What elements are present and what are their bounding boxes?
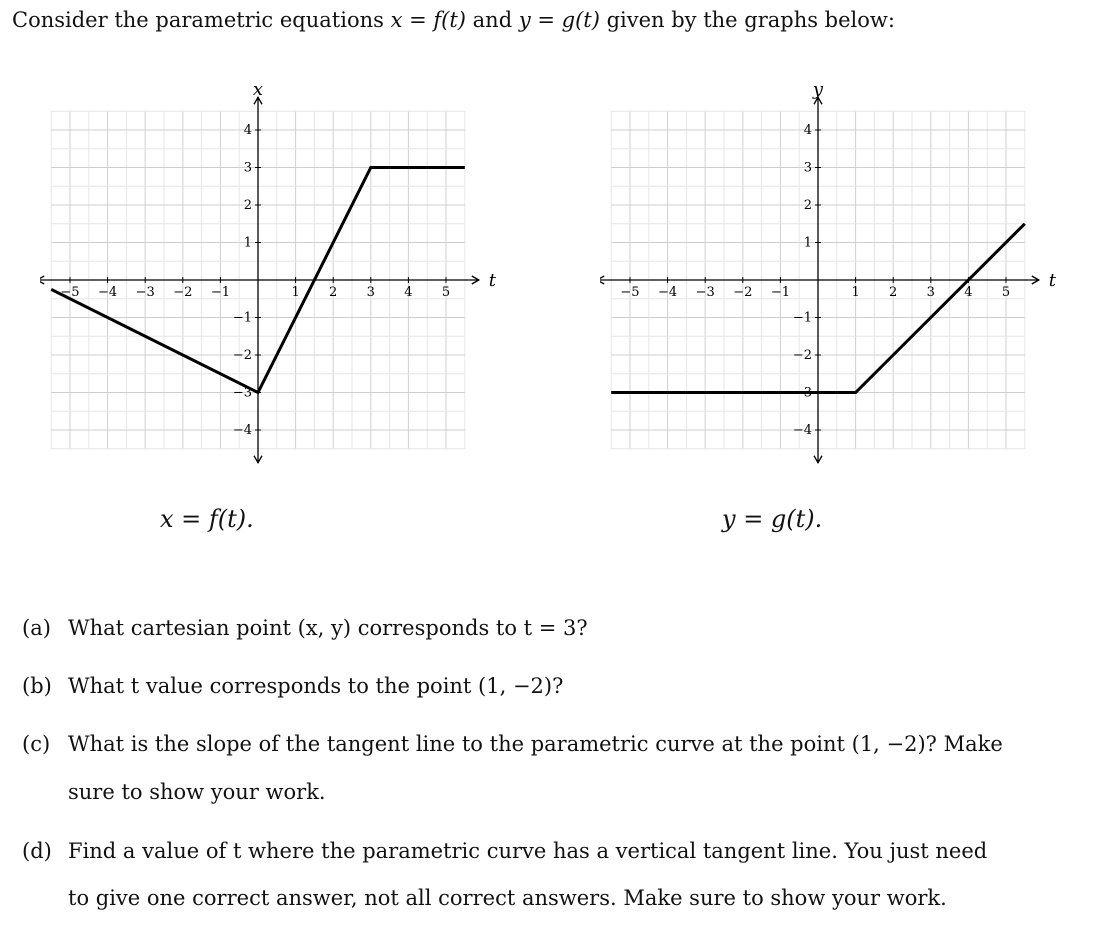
question-a-text: What cartesian point (x, y) corresponds to t = 3?	[68, 616, 588, 640]
graph-y-v-tick-label: −4	[792, 423, 812, 438]
graph-y-t-tick-label: −5	[620, 285, 640, 300]
question-d-continued: to give one correct answer, not all correct answers. Make sure to show your work.	[68, 886, 947, 910]
graph-y-t-tick-label: 2	[889, 285, 898, 300]
intro-text-part1: Consider the parametric equations	[12, 8, 391, 32]
graph-x-v-tick-label: −3	[232, 385, 252, 401]
caption-x-of-t: x = f(t).	[160, 505, 254, 533]
graph-x-t-tick-label: −5	[60, 285, 80, 300]
caption-y-of-t: y = g(t).	[722, 505, 823, 533]
question-c-label: (c)	[22, 732, 51, 756]
graph-y-t-tick-label: −3	[695, 285, 715, 300]
graph-y-v-tick-label: 2	[803, 198, 812, 213]
question-d-text: Find a value of t where the parametric curve has a vertical tangent line. You just need	[68, 839, 988, 863]
graph-x-v-tick-label: 3	[243, 160, 252, 176]
question-c-continued: sure to show your work.	[68, 780, 326, 804]
intro-text	[12, 8, 895, 32]
question-b-label: (b)	[22, 674, 52, 698]
graph-y-t-tick-label: 3	[926, 285, 935, 300]
graph-y-t-tick-label: −2	[733, 285, 753, 300]
intro-equation-x: x = f(t)	[390, 8, 466, 32]
graph-x-vertical-axis-name: x	[252, 79, 264, 100]
graph-x-of-t	[40, 75, 510, 465]
graph-x-t-tick-label: 5	[441, 285, 451, 300]
graph-x-t-tick-label: −1	[210, 285, 230, 300]
graph-x-v-tick-label: 2	[243, 198, 252, 213]
graph-x-t-axis-name: t	[488, 270, 497, 291]
graph-y-v-tick-label: −2	[792, 348, 812, 363]
graph-x-v-tick-label: 4	[243, 123, 252, 138]
graph-x-t-tick-label: 2	[329, 285, 338, 300]
graph-x-t-tick-label: 3	[366, 285, 375, 300]
question-a	[22, 616, 588, 640]
question-b	[22, 674, 563, 698]
graph-y-t-axis-name: t	[1048, 270, 1057, 291]
graph-y-v-tick-label: −1	[792, 310, 812, 326]
graph-x-v-tick-label: −4	[232, 423, 252, 438]
graph-y-v-tick-label: 1	[803, 235, 812, 251]
question-d-label: (d)	[22, 839, 52, 863]
graph-y-of-t	[600, 75, 1070, 465]
graph-x-t-tick-label: −4	[98, 285, 118, 300]
graph-x-t-tick-label: −3	[135, 285, 155, 300]
graph-y-v-tick-label: 3	[803, 160, 812, 176]
graph-x-t-tick-label: −2	[173, 285, 193, 300]
graph-y-t-tick-label: 4	[964, 285, 973, 300]
question-a-label: (a)	[22, 616, 51, 640]
graph-y-t-tick-label: −4	[658, 285, 678, 300]
graph-y-t-tick-label: −1	[770, 285, 790, 300]
graph-x-v-tick-label: −1	[232, 310, 252, 326]
question-c-text: What is the slope of the tangent line to the parametric curve at the point (1, −2)? Make	[68, 732, 1003, 756]
graph-y-t-tick-label: 5	[1001, 285, 1011, 300]
graph-x-v-tick-label: −2	[232, 348, 252, 363]
graph-x-t-tick-label: 4	[404, 285, 413, 300]
graph-y-vertical-axis-name: y	[812, 79, 824, 100]
graph-y-v-tick-label: −3	[792, 385, 812, 401]
graph-y-v-tick-label: 4	[803, 123, 812, 138]
question-b-text: What t value corresponds to the point (1, −2)?	[68, 674, 564, 698]
graph-y-t-tick-label: 1	[851, 285, 860, 300]
intro-text-part3: given by the graphs below:	[599, 8, 895, 32]
graph-x-v-tick-label: 1	[243, 235, 252, 251]
question-c	[22, 732, 1003, 756]
intro-equation-y: y = g(t)	[518, 8, 600, 32]
intro-text-part2: and	[465, 8, 519, 32]
question-d	[22, 839, 987, 863]
graph-x-t-tick-label: 1	[291, 285, 300, 300]
